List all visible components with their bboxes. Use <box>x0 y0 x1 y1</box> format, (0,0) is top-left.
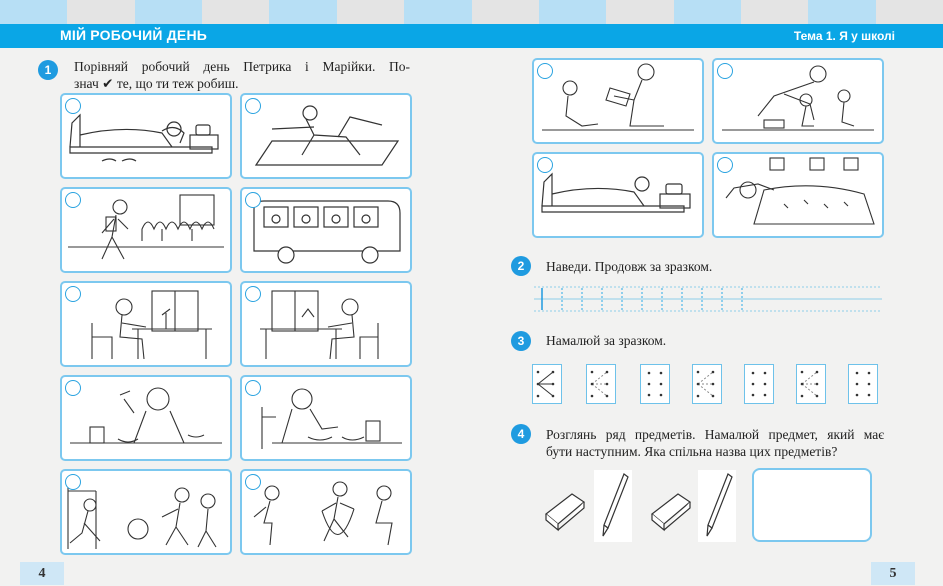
boys-playing-ball-icon <box>62 471 230 553</box>
boy-sleeping-icon <box>62 95 230 177</box>
task-3-instruction: Намалюй за зразком. <box>546 333 667 348</box>
picture-card-girl-in-bed <box>712 152 884 238</box>
eraser-icon <box>542 488 588 532</box>
task-1-number: 1 <box>38 60 58 80</box>
pattern-box-2[interactable] <box>586 364 616 404</box>
picture-card-boy-in-bed <box>532 152 704 238</box>
school-bus-icon <box>242 189 410 271</box>
task-4-line-1: Розглянь ряд предметів. Намалюй предмет, який має <box>546 427 884 442</box>
checkbox-circle[interactable] <box>65 474 81 490</box>
arrow-pattern-sample-icon <box>533 365 561 403</box>
checkbox-circle[interactable] <box>65 98 81 114</box>
picture-card-girl-at-desk <box>240 281 412 367</box>
picture-card-boy-sleeping <box>60 93 232 179</box>
strip-segment <box>472 0 539 24</box>
picture-card-boy-walking <box>60 187 232 273</box>
section-title: МІЙ РОБОЧИЙ ДЕНЬ <box>60 27 208 43</box>
task-1-line-1: Порівняй робочий день Петрика і Марійки. По- <box>74 59 410 74</box>
girls-skipping-rope-icon <box>242 471 410 553</box>
pencil-card <box>698 470 736 542</box>
checkbox-circle[interactable] <box>717 157 733 173</box>
dot-grid-icon <box>641 365 669 403</box>
strip-segment <box>741 0 808 24</box>
eraser-icon <box>648 488 694 532</box>
pattern-box-3[interactable] <box>640 364 670 404</box>
father-playing-with-children-icon <box>714 60 882 142</box>
task-4-number: 4 <box>511 424 531 444</box>
checkbox-circle[interactable] <box>245 192 261 208</box>
checkbox-circle[interactable] <box>537 157 553 173</box>
boy-in-bed-icon <box>534 154 702 236</box>
boy-at-desk-icon <box>62 283 230 365</box>
mother-reading-to-child-icon <box>534 60 702 142</box>
dot-grid-icon <box>849 365 877 403</box>
pattern-box-1 <box>532 364 562 404</box>
strip-segment <box>135 0 202 24</box>
task-2-number: 2 <box>511 256 531 276</box>
checkbox-circle[interactable] <box>65 192 81 208</box>
strip-segment <box>0 0 67 24</box>
strip-segment <box>202 0 269 24</box>
strip-segment <box>404 0 471 24</box>
page-number-right: 5 <box>871 562 915 585</box>
boy-walking-to-school-icon <box>62 189 230 271</box>
task-3-number: 3 <box>511 331 531 351</box>
dot-grid-icon <box>587 365 615 403</box>
picture-card-girl-eating <box>240 375 412 461</box>
checkbox-circle[interactable] <box>245 286 261 302</box>
picture-card-playing-with-toys <box>712 58 884 144</box>
page-number-left: 4 <box>20 562 64 585</box>
picture-card-school-bus <box>240 187 412 273</box>
picture-card-boy-brushing-teeth <box>60 375 232 461</box>
strip-segment <box>808 0 875 24</box>
dot-grid-icon <box>693 365 721 403</box>
pattern-box-5[interactable] <box>744 364 774 404</box>
task-1-instruction <box>74 58 410 92</box>
girl-exercising-icon <box>242 95 410 177</box>
strip-segment <box>67 0 134 24</box>
girl-eating-icon <box>242 377 410 459</box>
checkbox-circle[interactable] <box>65 286 81 302</box>
pencil-icon <box>698 470 736 542</box>
tracing-lines <box>530 282 886 318</box>
dot-grid-icon <box>797 365 825 403</box>
task-1-line-2: знач ✔ те, що ти теж робиш. <box>74 76 239 91</box>
strip-segment <box>539 0 606 24</box>
checkbox-circle[interactable] <box>717 63 733 79</box>
task-4-line-2: бути наступним. Яка спільна назва цих предметів? <box>546 444 838 459</box>
drawing-answer-box[interactable] <box>752 468 872 542</box>
task-4-instruction <box>546 426 884 460</box>
checkbox-circle[interactable] <box>245 474 261 490</box>
pattern-box-4[interactable] <box>692 364 722 404</box>
theme-label: Тема 1. Я у школі <box>793 29 895 43</box>
strip-segment <box>337 0 404 24</box>
strip-segment <box>606 0 673 24</box>
girl-in-bed-icon <box>714 154 882 236</box>
checkbox-circle[interactable] <box>245 98 261 114</box>
boy-eating-icon <box>62 377 230 459</box>
pattern-box-6[interactable] <box>796 364 826 404</box>
picture-card-boys-playing-ball <box>60 469 232 555</box>
top-decorative-strip <box>0 0 943 24</box>
dot-grid-icon <box>745 365 773 403</box>
checkbox-circle[interactable] <box>65 380 81 396</box>
checkbox-circle[interactable] <box>245 380 261 396</box>
strip-segment <box>269 0 336 24</box>
checkbox-circle[interactable] <box>537 63 553 79</box>
pencil-icon <box>594 470 632 542</box>
pattern-box-7[interactable] <box>848 364 878 404</box>
picture-card-boy-at-desk <box>60 281 232 367</box>
picture-card-girl-reading <box>532 58 704 144</box>
strip-segment <box>674 0 741 24</box>
page-header <box>0 24 943 48</box>
task-2-instruction: Наведи. Продовж за зразком. <box>546 259 713 274</box>
pencil-card <box>594 470 632 542</box>
picture-card-girl-exercising <box>240 93 412 179</box>
strip-segment <box>876 0 943 24</box>
picture-card-girls-skipping-rope <box>240 469 412 555</box>
girl-at-desk-icon <box>242 283 410 365</box>
